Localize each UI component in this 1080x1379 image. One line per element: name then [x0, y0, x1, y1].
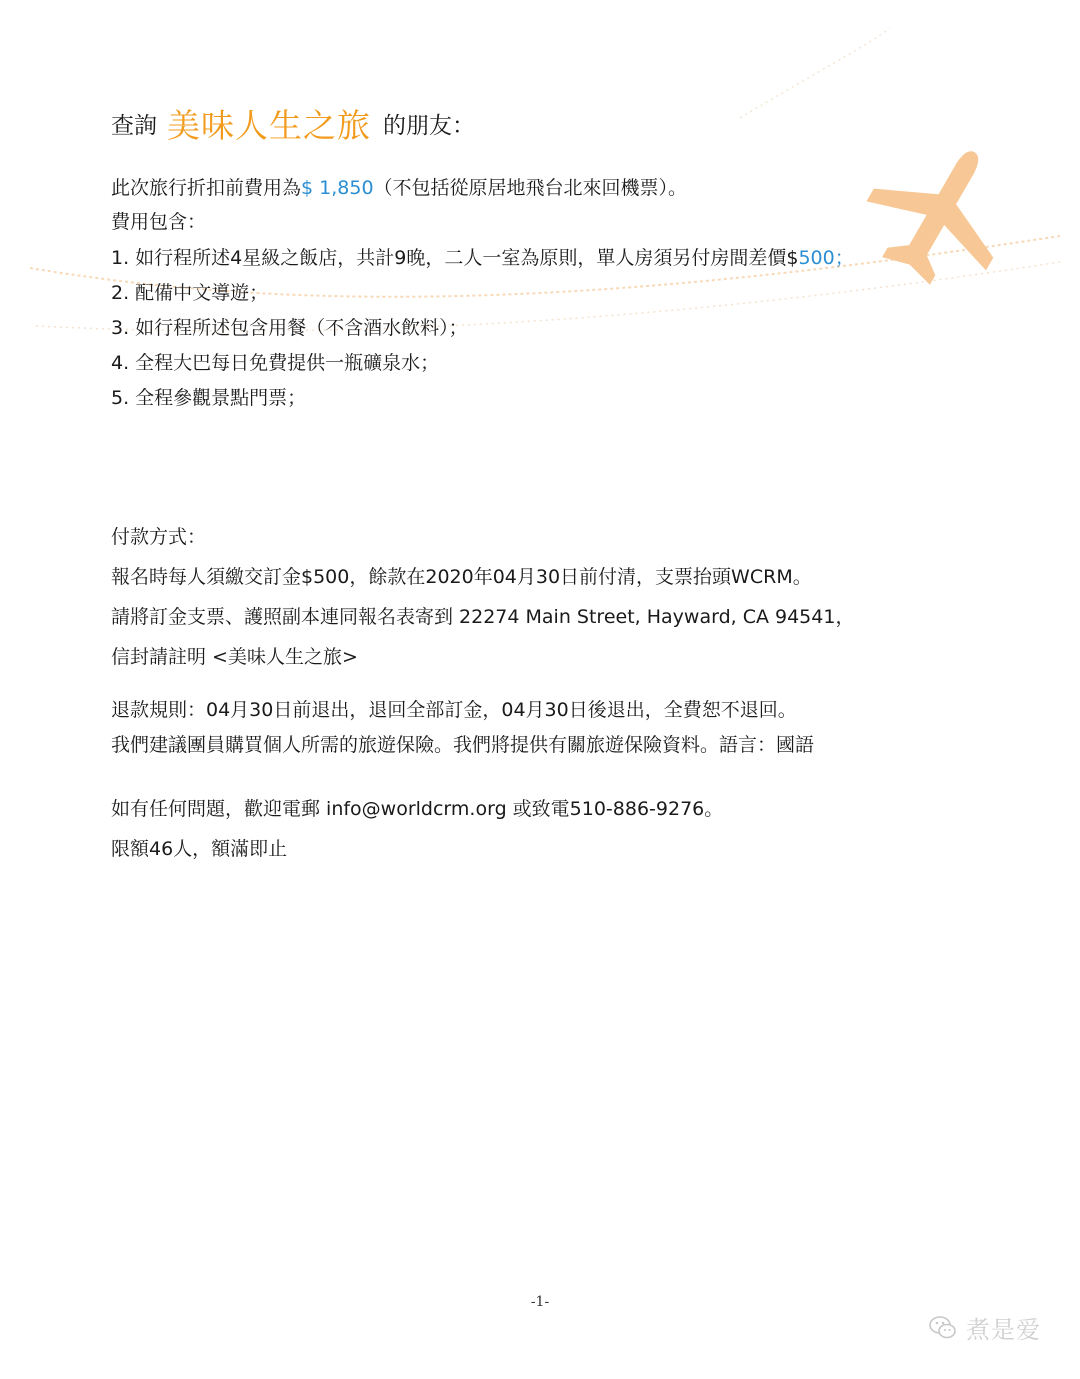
include-item-5: 5. 全程參觀景點門票；	[111, 387, 307, 409]
watermark	[928, 1310, 1041, 1345]
include-item-2: 2. 配備中文導遊；	[111, 282, 269, 304]
trip-name: 美味人生之旅	[167, 106, 371, 145]
payment-line-1: 報名時每人須繳交訂金$500，餘款在2020年04月30日前付清，支票抬頭WCRM。	[111, 566, 812, 588]
contact-line-1: 如有任何問題，歡迎電郵 info@worldcrm.org 或致電510-886-9276。	[111, 798, 724, 820]
cost-pre: 此次旅行折扣前費用為	[111, 177, 302, 199]
include-item-4: 4. 全程大巴每日免費提供一瓶礦泉水；	[111, 352, 440, 374]
watermark-text: 煮是爱	[966, 1316, 1041, 1344]
include-item-1	[111, 245, 854, 271]
payment-line-3: 信封請註明 <美味人生之旅>	[111, 646, 358, 668]
include-item-3: 3. 如行程所述包含用餐（不含酒水飲料）；	[111, 317, 468, 339]
refund-line-2: 我們建議團員購買個人所需的旅遊保險。我們將提供有關旅遊保險資料。語言：國語	[111, 734, 815, 756]
cost-line	[111, 175, 687, 201]
heading-prefix: 查詢	[111, 113, 157, 139]
includes-title: 費用包含：	[111, 211, 207, 233]
payment-line-2: 請將訂金支票、護照副本連同報名表寄到 22274 Main Street, Hayward, CA 94541，	[111, 606, 855, 628]
cost-post: （不包括從原居地飛台北來回機票）。	[373, 177, 688, 199]
include-item-1-amount: 500；	[798, 247, 854, 269]
cost-amount: $ 1,850	[301, 177, 374, 199]
include-item-1-text: 1. 如行程所述4星級之飯店，共計9晚，二人一室為原則，單人房須另付房間差價$	[111, 247, 799, 269]
page-number: -1-	[530, 1294, 550, 1310]
refund-line-1: 退款規則：04月30日前退出，退回全部訂金，04月30日後退出，全費恕不退回。	[111, 699, 797, 721]
page-heading	[111, 100, 475, 147]
contact-line-2: 限額46人，額滿即止	[111, 838, 288, 860]
payment-title: 付款方式：	[111, 526, 207, 548]
wechat-icon	[928, 1313, 958, 1343]
heading-suffix: 的朋友：	[383, 113, 475, 139]
